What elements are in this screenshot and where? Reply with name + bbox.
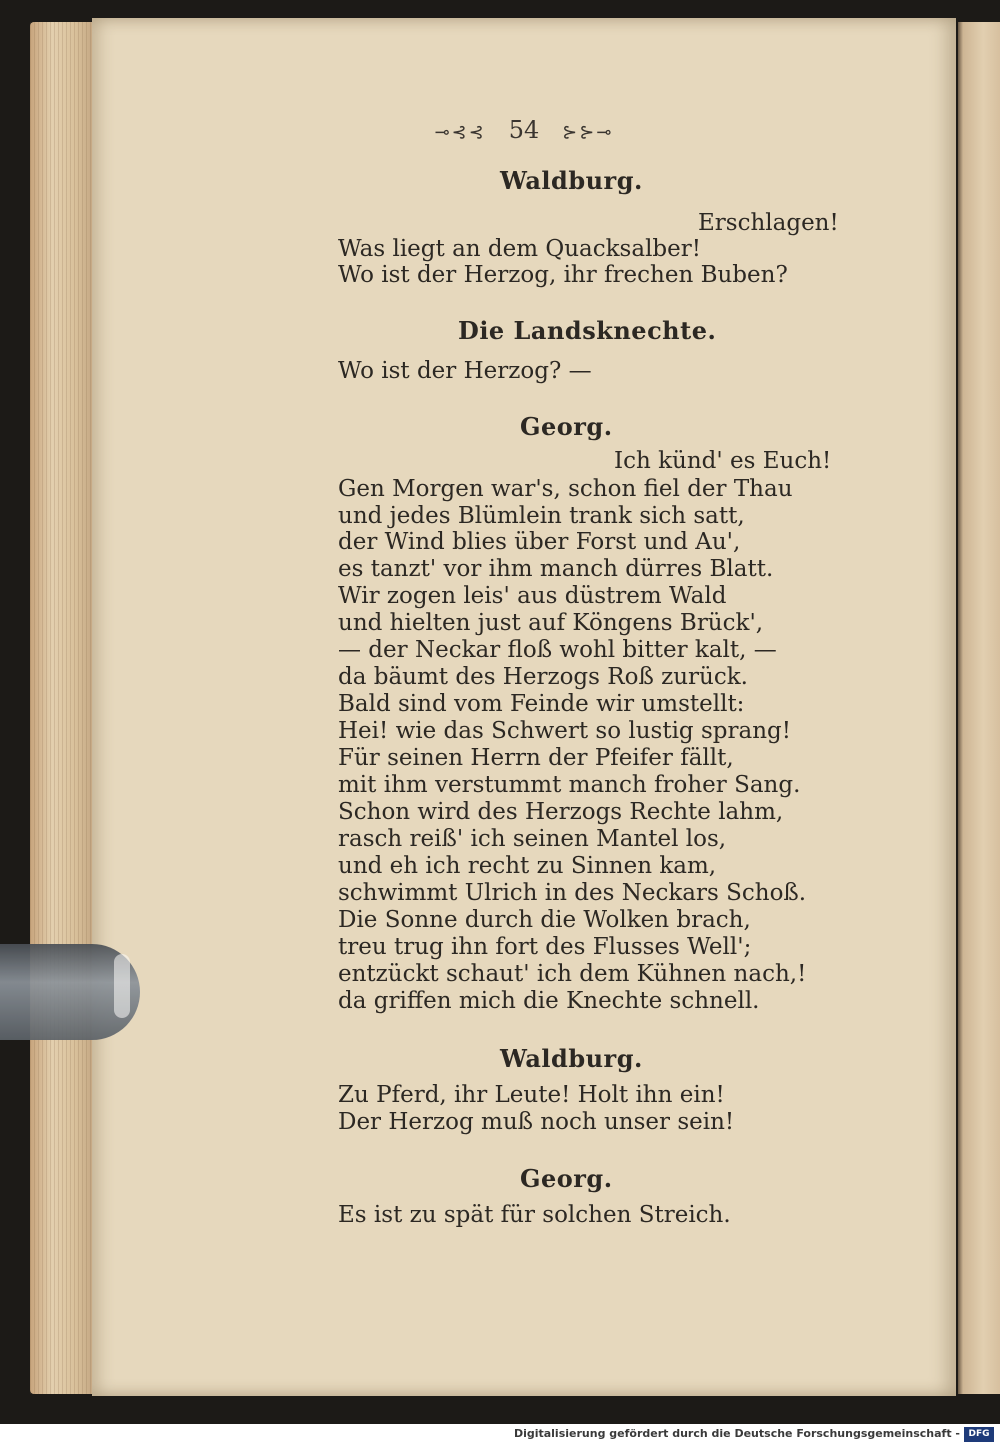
verse-line: Schon wird des Herzogs Rechte lahm, xyxy=(338,799,784,825)
verse-line: es tanzt' vor ihm manch dürres Blatt. xyxy=(338,556,774,582)
verse-line: Gen Morgen war's, schon fiel der Thau xyxy=(338,476,793,502)
verse-line: Es ist zu spät für solchen Streich. xyxy=(338,1202,731,1228)
verse-line: Bald sind vom Feinde wir umstellt: xyxy=(338,691,745,717)
verse-line: Der Herzog muß noch unser sein! xyxy=(338,1109,735,1135)
verse-line: Ich künd' es Euch! xyxy=(614,448,832,474)
footer-credit: Digitalisierung gefördert durch die Deutsche Forschungsgemeinschaft - xyxy=(513,1427,960,1440)
verse-line: und jedes Blümlein trank sich satt, xyxy=(338,503,745,529)
verse-line: Für seinen Herrn der Pfeifer fällt, xyxy=(338,745,734,771)
speaker-heading: Waldburg. xyxy=(500,166,643,195)
verse-line: — der Neckar floß wohl bitter kalt, — xyxy=(338,637,777,663)
footer-bar xyxy=(0,1424,1000,1446)
verse-line: rasch reiß' ich seinen Mantel los, xyxy=(338,826,727,852)
speaker-heading: Die Landsknechte. xyxy=(458,316,717,345)
book-page xyxy=(92,18,956,1396)
verse-line: und eh ich recht zu Sinnen kam, xyxy=(338,853,717,879)
verse-line: Wo ist der Herzog? — xyxy=(338,358,592,384)
ornament-right: ⊱⊱⊸ xyxy=(562,122,614,143)
verse-line: treu trug ihn fort des Flusses Well'; xyxy=(338,934,752,960)
verse-line: mit ihm verstummt manch froher Sang. xyxy=(338,772,801,798)
verse-line: da griffen mich die Knechte schnell. xyxy=(338,988,760,1014)
verse-line: schwimmt Ulrich in des Neckars Schoß. xyxy=(338,880,807,906)
verse-line: Wir zogen leis' aus düstrem Wald xyxy=(338,583,727,609)
speaker-heading: Georg. xyxy=(520,412,613,441)
verse-line: Wo ist der Herzog, ihr frechen Buben? xyxy=(338,262,788,288)
page-header xyxy=(92,116,956,144)
verse-line: Was liegt an dem Quacksalber! xyxy=(338,236,702,262)
speaker-heading: Georg. xyxy=(520,1164,613,1193)
book-page-edge-right xyxy=(958,22,1000,1394)
verse-line: und hielten just auf Köngens Brück', xyxy=(338,610,764,636)
scanner-clip xyxy=(0,944,140,1040)
page-number: 54 xyxy=(508,116,540,144)
speaker-heading: Waldburg. xyxy=(500,1044,643,1073)
verse-line: Die Sonne durch die Wolken brach, xyxy=(338,907,751,933)
verse-line: der Wind blies über Forst und Au', xyxy=(338,529,741,555)
verse-line: da bäumt des Herzogs Roß zurück. xyxy=(338,664,748,690)
dfg-logo: DFG xyxy=(964,1427,994,1442)
verse-line: entzückt schaut' ich dem Kühnen nach,! xyxy=(338,961,807,987)
book-page-edges-left xyxy=(30,22,94,1394)
verse-line: Zu Pferd, ihr Leute! Holt ihn ein! xyxy=(338,1082,725,1108)
ornament-left: ⊸⊰⊰ xyxy=(434,122,486,143)
verse-line: Hei! wie das Schwert so lustig sprang! xyxy=(338,718,791,744)
verse-line: Erschlagen! xyxy=(698,210,839,236)
